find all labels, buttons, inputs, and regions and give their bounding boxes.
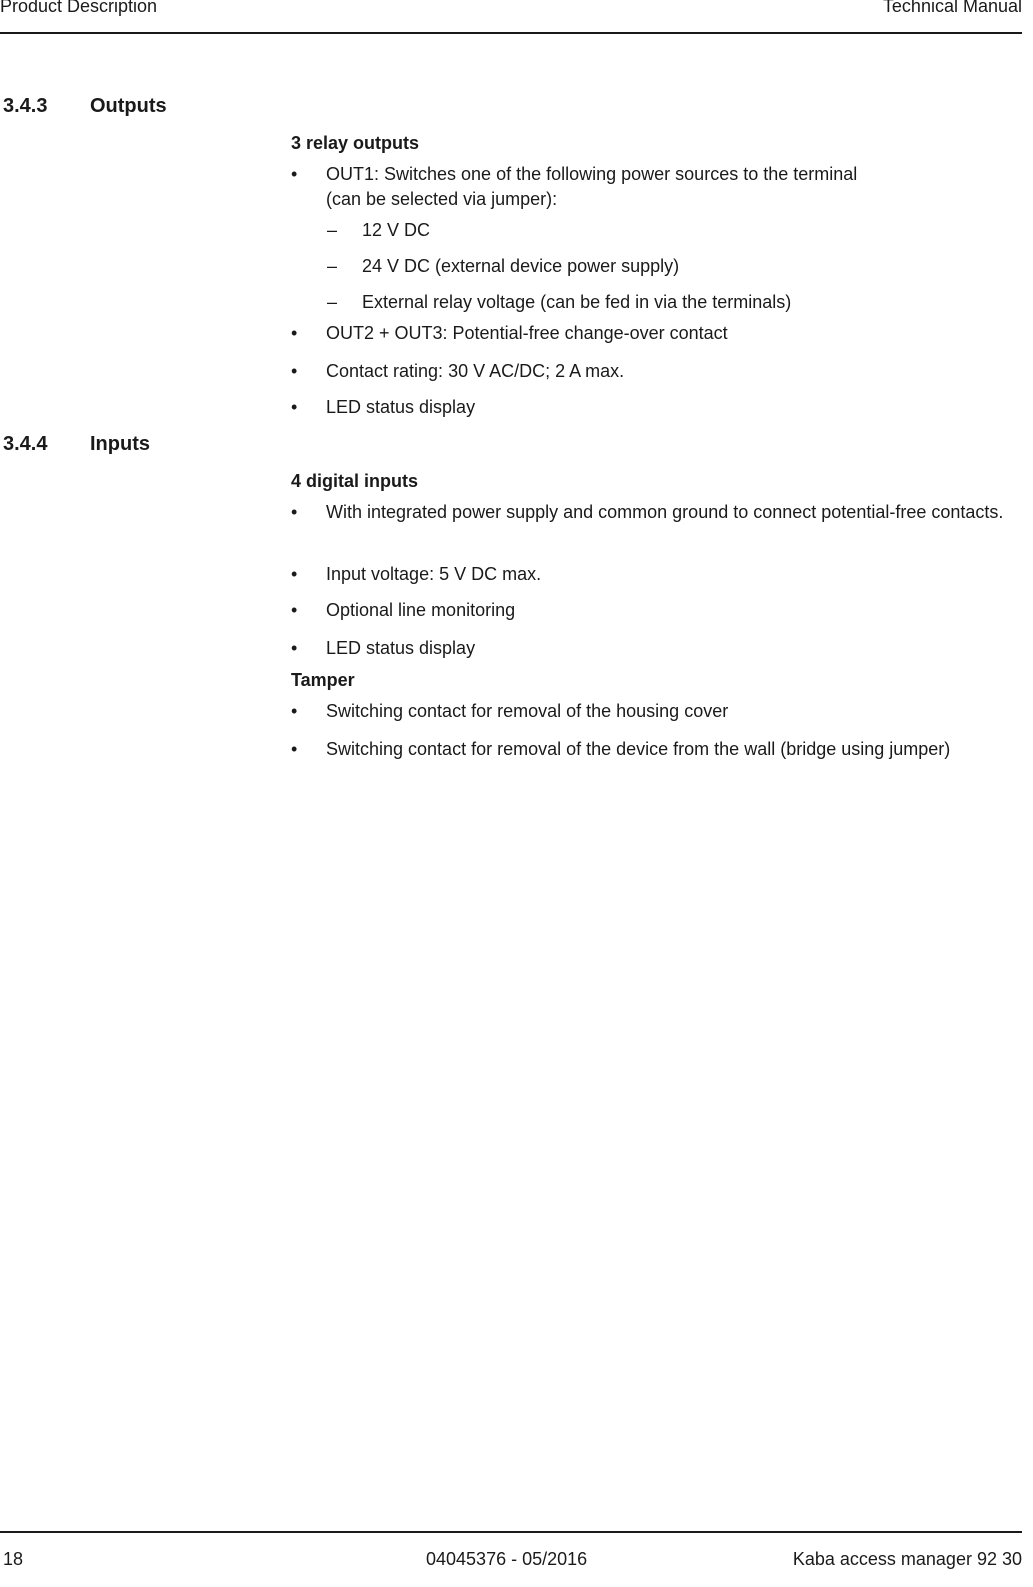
bullet: •	[291, 323, 298, 343]
out1-text-line1: OUT1: Switches one of the following power sources to the terminal	[326, 164, 858, 184]
page-footer	[0, 1531, 1022, 1587]
page-header	[0, 0, 1022, 34]
bullet: •	[291, 600, 298, 620]
list-item-text: Optional line monitoring	[326, 600, 516, 620]
page-number: 18	[3, 1549, 24, 1569]
list-item-text: Contact rating: 30 V AC/DC; 2 A max.	[326, 361, 625, 381]
bullet: •	[291, 502, 298, 522]
bullet: •	[291, 564, 298, 584]
list-item-text: LED status display	[326, 397, 476, 417]
list-item-text: OUT2 + OUT3: Potential-free change-over contact	[326, 323, 728, 343]
bullet: •	[291, 361, 298, 381]
header-manual-title: Technical Manual	[882, 0, 1022, 16]
dash: –	[327, 292, 338, 312]
list-item-text: LED status display	[326, 638, 476, 658]
header-section-title: Product Description	[0, 0, 158, 16]
bullet: •	[291, 164, 298, 184]
section-title-inputs: Inputs	[90, 433, 150, 455]
out1-text-line2: (can be selected via jumper):	[326, 189, 558, 209]
subheading-digital-inputs: 4 digital inputs	[291, 471, 419, 491]
section-number-inputs: 3.4.4	[3, 433, 48, 455]
dash: –	[327, 256, 338, 276]
subheading-tamper: Tamper	[291, 670, 355, 690]
bullet: •	[291, 638, 298, 658]
bullet: •	[291, 701, 298, 721]
list-item-text: Switching contact for removal of the device from the wall (bridge using jumper)	[326, 739, 951, 759]
sub-list-item-text: 24 V DC (external device power supply)	[362, 256, 680, 276]
list-item-text: With integrated power supply and common ground to connect potential-free contacts.	[326, 502, 1004, 522]
bullet: •	[291, 397, 298, 417]
document-id: 04045376 - 05/2016	[426, 1549, 588, 1569]
dash: –	[327, 220, 338, 240]
section-title-outputs: Outputs	[90, 95, 167, 117]
section-number-outputs: 3.4.3	[3, 95, 48, 117]
list-item-text: Input voltage: 5 V DC max.	[326, 564, 542, 584]
subheading-relay-outputs: 3 relay outputs	[291, 133, 420, 153]
product-name: Kaba access manager 92 30	[792, 1549, 1022, 1569]
list-item-text: Switching contact for removal of the housing cover	[326, 701, 729, 721]
bullet: •	[291, 739, 298, 759]
sub-list-item-text: External relay voltage (can be fed in via the terminals)	[362, 292, 792, 312]
sub-list-item-text: 12 V DC	[362, 220, 431, 240]
